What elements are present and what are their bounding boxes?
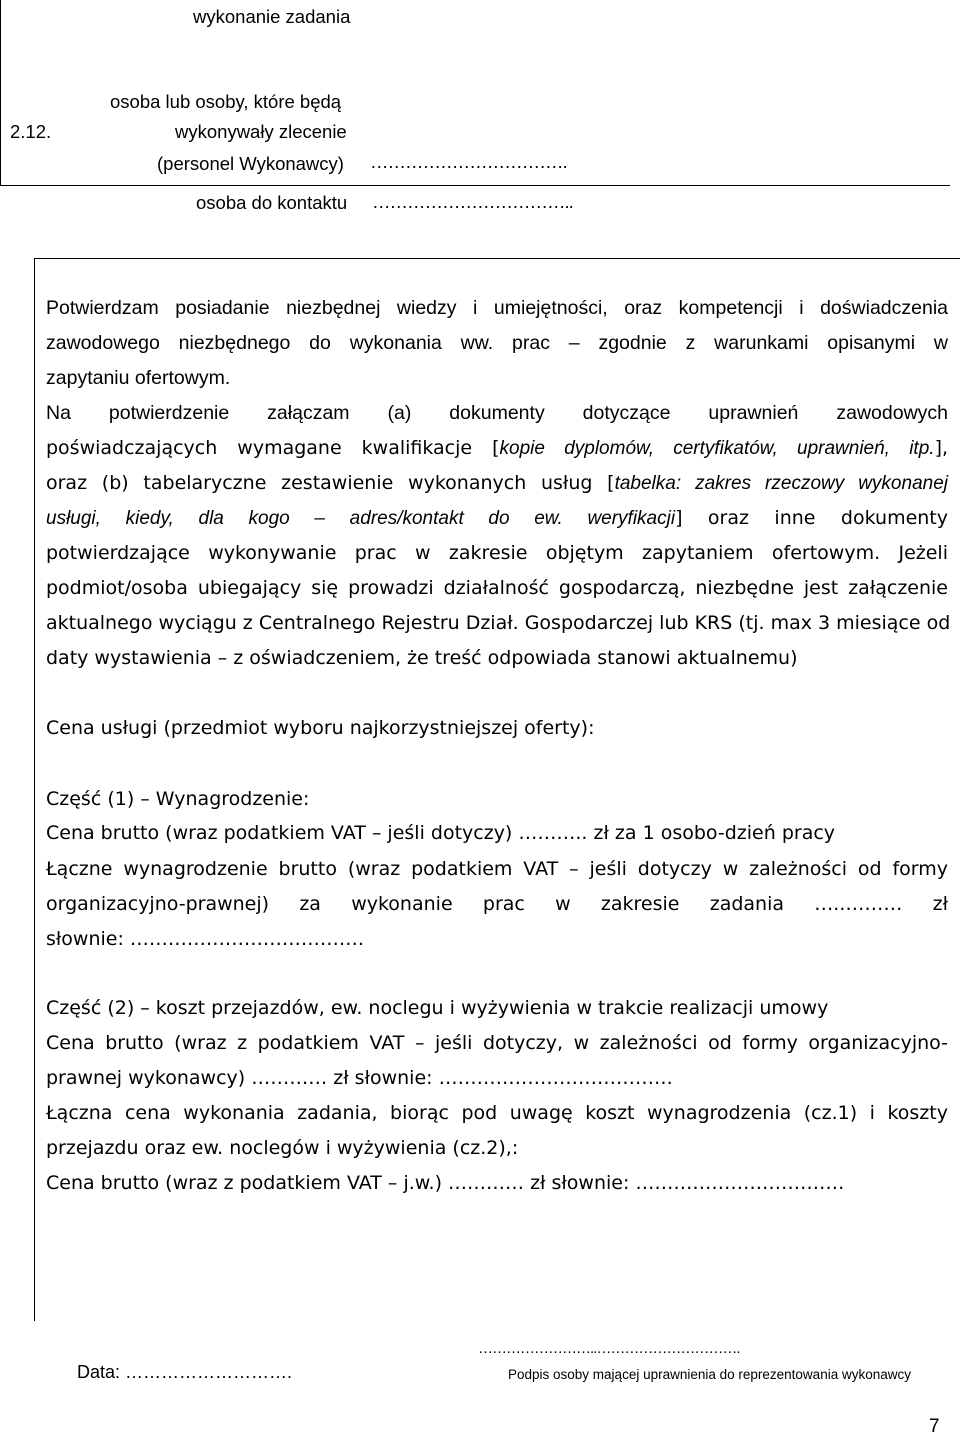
signature-dots: ……………………..…………………………. [478, 1340, 740, 1357]
declaration-line-8-end: Jeżeli [880, 542, 948, 564]
table-row-label-kontakt: osoba do kontaktu [196, 192, 348, 213]
declaration-line-4: Na potwierdzenie załączam (a) dokumenty dotyczące uprawnień zawodowych [46, 402, 948, 424]
part1-total-line-1: Łączne wynagrodzenie brutto (wraz podatkiem VAT – jeśli dotyczy w zależności od formy [46, 858, 948, 880]
declaration-line-8-text: potwierdzające wykonywanie prac w zakresie objętym zapytaniem ofertowym. [46, 542, 881, 564]
part2-gross-line-2: prawnej wykonawcy) ………… zł słownie: ………………………………. [46, 1067, 673, 1089]
declaration-line-9: podmiot/osoba ubiegający się prowadzi działalność gospodarczą, niezbędne jest załączenie [46, 577, 948, 599]
table-row-divider [0, 185, 950, 186]
table-row-label-wykonanie: wykonanie zadania [193, 6, 351, 27]
part1-words: słownie: ………………………………. [46, 928, 364, 950]
part1-total-line-2: organizacyjno-prawnej) za wykonanie prac w zakresie zadania …..……… zł [46, 893, 948, 915]
declaration-line-6 [46, 472, 948, 495]
table-row-number: 2.12. [10, 121, 52, 142]
part2-gross-line-1: Cena brutto (wraz z podatkiem VAT – jeśli dotyczy, w zależności od formy organizacyjno- [46, 1032, 948, 1054]
personel-dots: ……………………………. [370, 151, 567, 172]
declaration-line-3: zapytaniu ofertowym. [46, 367, 231, 389]
declaration-line-5-end: ], [934, 437, 949, 459]
declaration-line-2: zawodowego niezbędnego do wykonania ww. prac – zgodnie z warunkami opisanymi w [46, 332, 948, 354]
declaration-line-6-text: oraz (b) tabelaryczne zestawienie wykonanych usług [ [46, 472, 615, 494]
part1-gross-price: Cena brutto (wraz podatkiem VAT – jeśli dotyczy) ……….. zł za 1 osobo-dzień pracy [46, 822, 836, 844]
part2-title: Część (2) – koszt przejazdów, ew. noclegu i wyżywienia w trakcie realizacji umowy [46, 997, 829, 1019]
declaration-line-7 [46, 507, 948, 530]
part1-title: Część (1) – Wynagrodzenie: [46, 788, 310, 810]
kontakt-dots: …………………………….. [372, 191, 573, 212]
declaration-line-5 [46, 437, 948, 460]
declaration-line-8 [46, 542, 948, 564]
declaration-line-7-italic: usługi, kiedy, dla kogo – adres/kontakt do ew. weryfikacji [46, 508, 676, 529]
declaration-line-5-italic: kopie dyplomów, certyfikatów, uprawnień, itp. [499, 438, 935, 459]
declaration-line-1: Potwierdzam posiadanie niezbędnej wiedzy i umiejętności, oraz kompetencji i doświadczenia [46, 297, 948, 319]
table-row-label-personel-2: wykonywały zlecenie [175, 121, 347, 142]
table-row-label-personel-3: (personel Wykonawcy) [157, 153, 344, 174]
total-line-1: Łączna cena wykonania zadania, biorąc pod uwagę koszt wynagrodzenia (cz.1) i koszty [46, 1102, 948, 1124]
page-number: 7 [929, 1416, 940, 1437]
declaration-line-6-italic: tabelka: zakres rzeczowy wykonanej [614, 473, 948, 494]
price-heading: Cena usługi (przedmiot wyboru najkorzystniejszej oferty): [46, 717, 595, 739]
date-field: Data: ………………………. [77, 1362, 293, 1382]
signature-caption: Podpis osoby mającej uprawnienia do reprezentowania wykonawcy [508, 1367, 911, 1382]
table-row-label-personel-1: osoba lub osoby, które będą [110, 91, 342, 112]
declaration-line-5-text: poświadczających wymagane kwalifikacje [ [46, 437, 500, 459]
total-gross-price: Cena brutto (wraz z podatkiem VAT – j.w.) ………… zł słownie: …………………………… [46, 1172, 845, 1194]
declaration-line-10: aktualnego wyciągu z Centralnego Rejestru Dział. Gospodarczej lub KRS (tj. max 3 miesiące od [46, 612, 951, 634]
declaration-line-11: daty wystawienia – z oświadczeniem, że treść odpowiada stanowi aktualnemu) [46, 647, 798, 669]
declaration-line-7-text: ] oraz inne dokumenty [675, 507, 949, 529]
total-line-2: przejazdu oraz ew. noclegów i wyżywienia (cz.2),: [46, 1137, 519, 1159]
table-left-border [0, 0, 1, 186]
